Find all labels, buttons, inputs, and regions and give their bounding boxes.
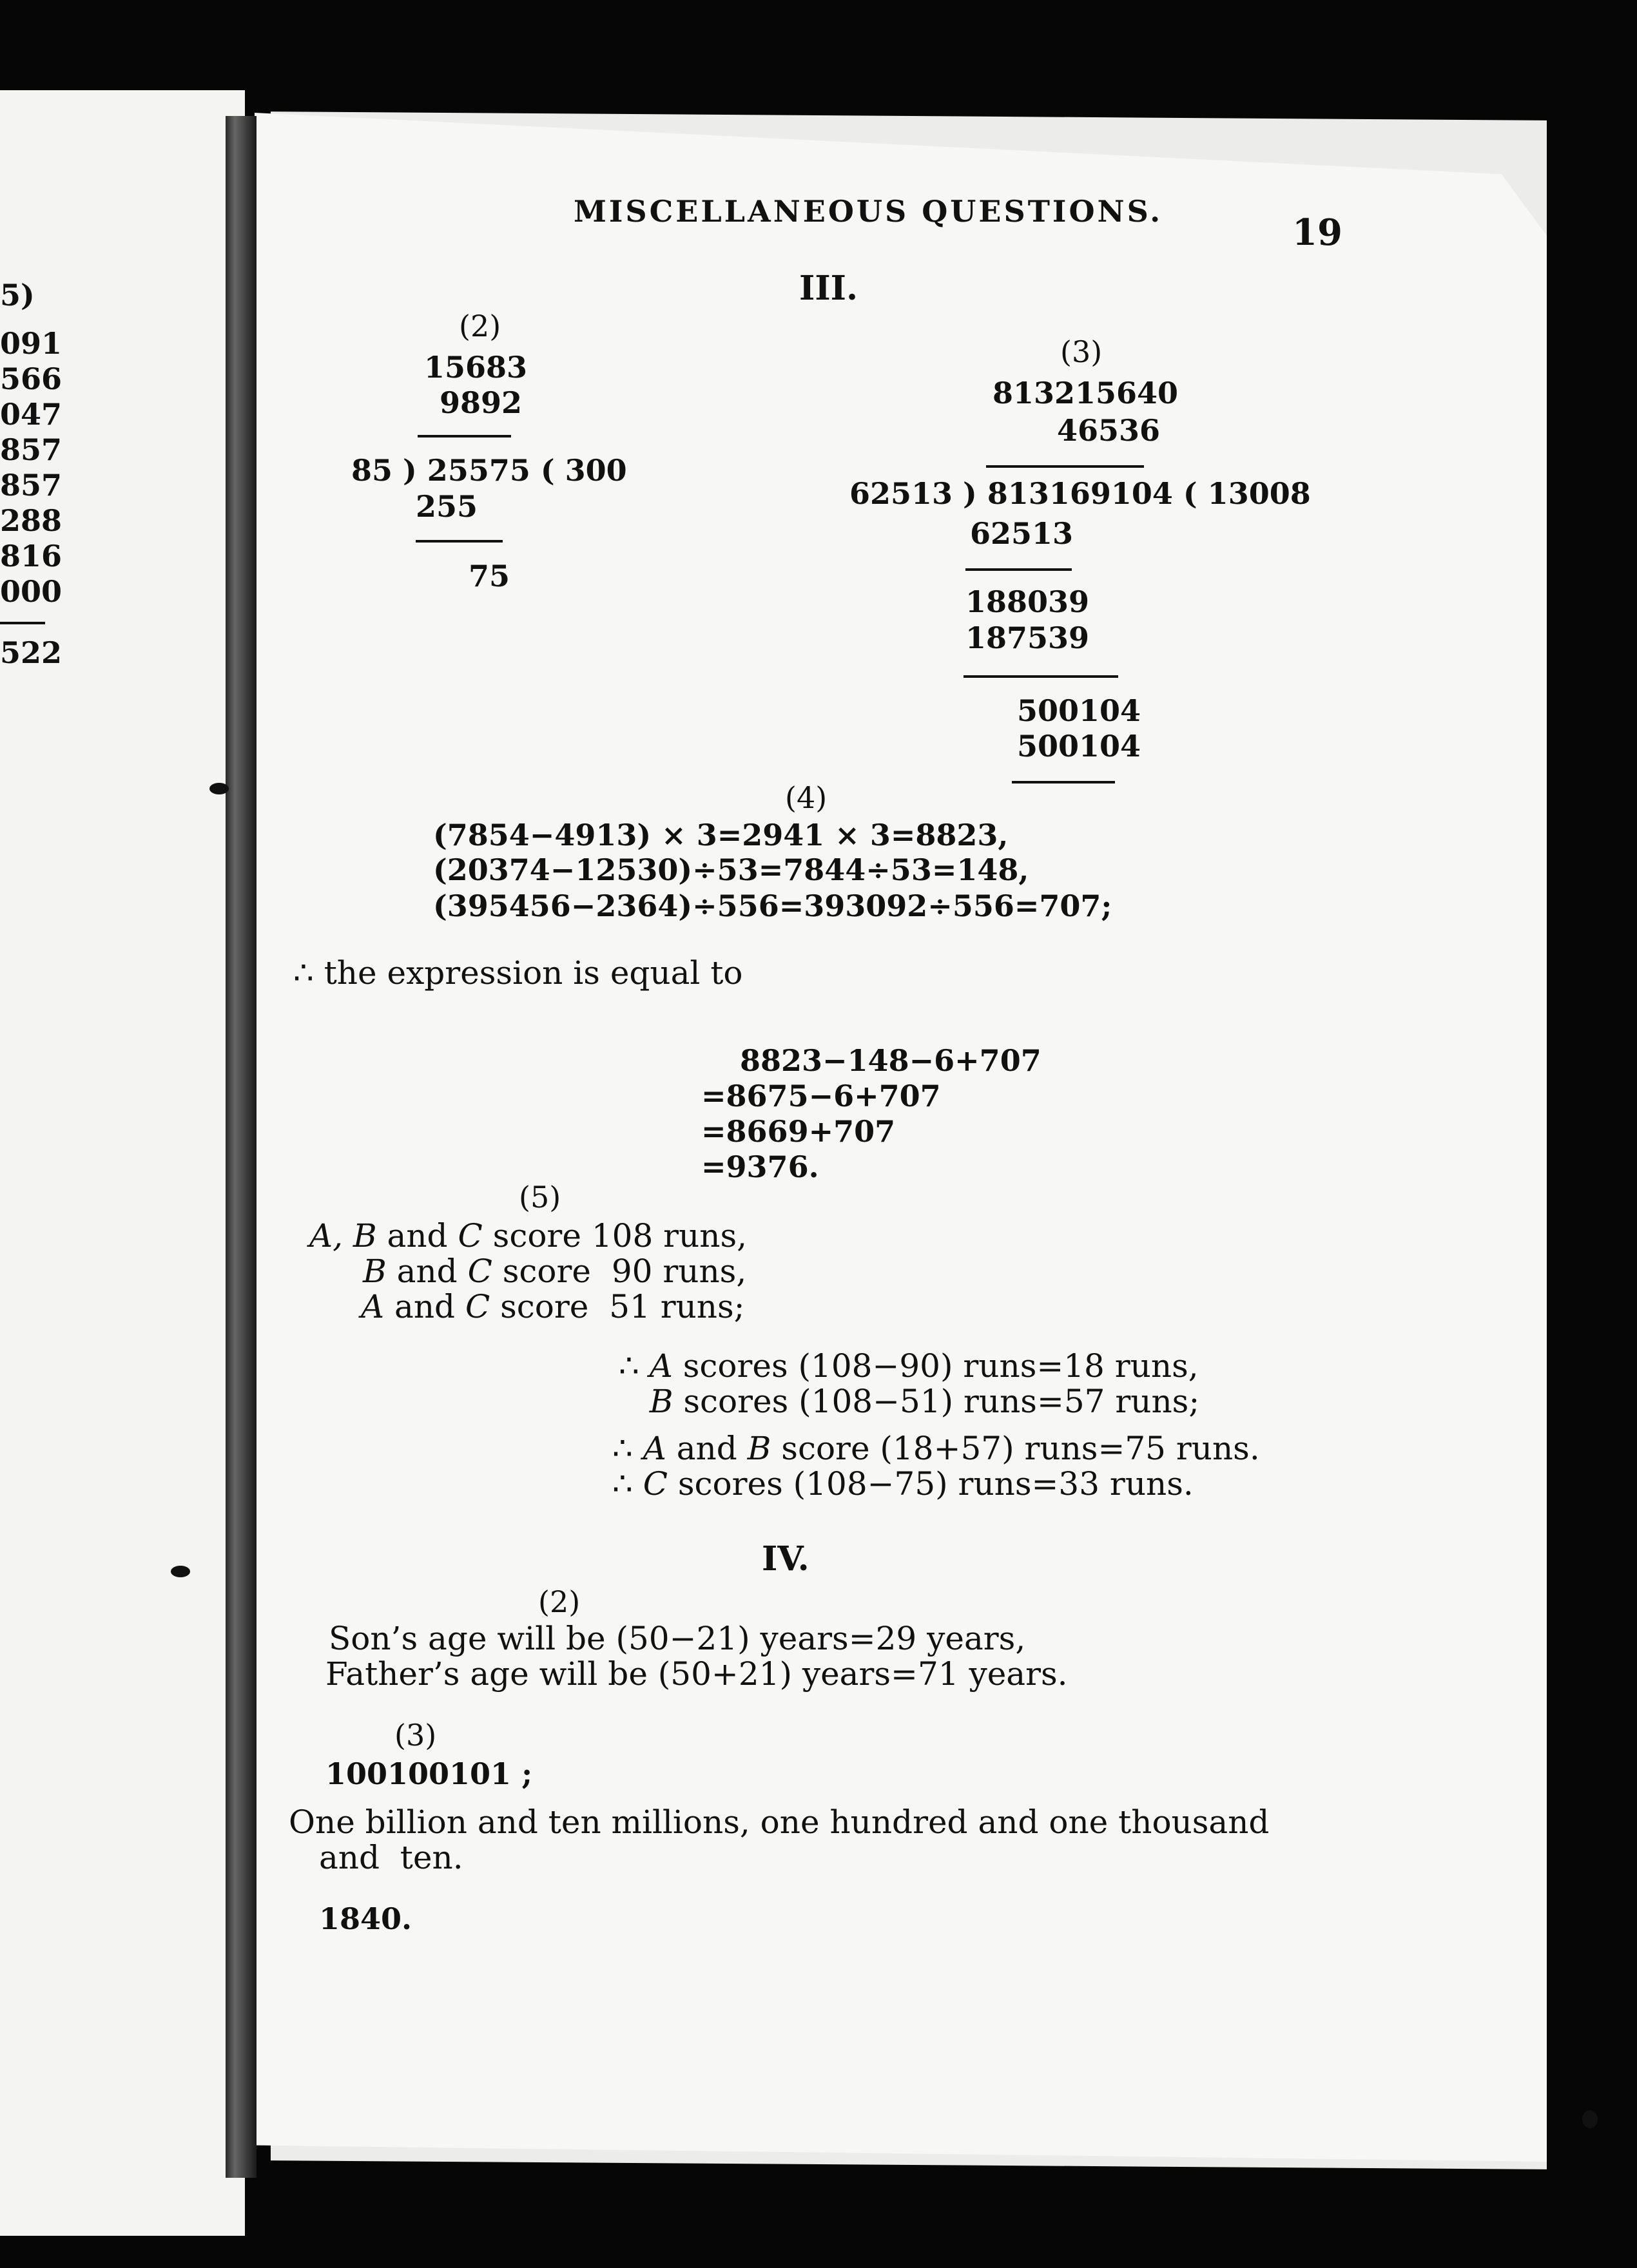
addend: 9892 [440, 385, 523, 420]
left-fragment: 000 [0, 574, 63, 609]
problem-label: (2) [538, 1584, 581, 1619]
left-fragment: 5) [0, 278, 35, 312]
section-heading-iv: IV. [762, 1539, 809, 1579]
equation-line: (395456−2364)÷556=393092÷556=707; [433, 889, 1112, 923]
division-rule [964, 675, 1118, 678]
page-number: 19 [1292, 211, 1342, 254]
left-rule [0, 622, 45, 624]
binding-spot [171, 1566, 190, 1577]
left-fragment: 566 [0, 361, 63, 396]
book-gutter [226, 116, 257, 2178]
answer-words: One billion and ten millions, one hundred and one thousand [289, 1803, 1270, 1841]
division-rule [1012, 781, 1115, 783]
conclusion-line: ∴ C scores (108−75) runs=33 runs. [612, 1465, 1194, 1503]
conclusion-line: ∴ A scores (108−90) runs=18 runs, [619, 1347, 1199, 1385]
problem-label: (3) [394, 1718, 437, 1753]
answer-line: Father’s age will be (50+21) years=71 years. [325, 1655, 1068, 1693]
result-line: =9376. [701, 1149, 819, 1184]
given-line: B and C score 90 runs, [363, 1253, 747, 1290]
running-title: MISCELLANEOUS QUESTIONS. [574, 194, 1163, 229]
result-line: =8669+707 [701, 1114, 896, 1149]
problem-label: (3) [1060, 334, 1103, 369]
partial-dividend: 500104 [1017, 693, 1141, 728]
partial-product: 187539 [965, 620, 1090, 655]
division-rule [965, 568, 1072, 571]
sum-rule [418, 435, 511, 437]
result-line: =8675−6+707 [701, 1079, 941, 1113]
left-fragment: 047 [0, 397, 63, 432]
subtrahend: 46536 [1057, 413, 1161, 448]
difference-rule [986, 465, 1144, 468]
division-line: 85 ) 25575 ( 300 [351, 453, 627, 488]
therefore-line: ∴ the expression is equal to [293, 954, 743, 992]
given-line: A, B and C score 108 runs, [309, 1217, 748, 1254]
minuend: 813215640 [993, 376, 1179, 410]
division-rule [416, 540, 503, 543]
problem-label: (2) [459, 309, 501, 343]
answer-line: Son’s age will be (50−21) years=29 years, [329, 1620, 1026, 1657]
left-fragment: 816 [0, 539, 63, 573]
left-fragment: 857 [0, 468, 63, 503]
answer-words: and ten. [319, 1839, 463, 1876]
binding-spot [209, 783, 229, 794]
result-line: 8823−148−6+707 [740, 1043, 1041, 1078]
remainder: 75 [469, 559, 510, 593]
problem-label: (4) [785, 780, 828, 815]
answer-year: 1840. [319, 1901, 412, 1936]
partial-dividend: 188039 [965, 584, 1090, 619]
section-heading-iii: III. [799, 269, 858, 308]
given-line: A and C score 51 runs; [361, 1288, 745, 1325]
partial-product: 62513 [970, 516, 1074, 551]
left-fragment: 091 [0, 326, 63, 361]
partial-product: 500104 [1017, 729, 1141, 764]
partial-product: 255 [416, 489, 478, 524]
left-fragment: 522 [0, 635, 63, 670]
division-line: 62513 ) 813169104 ( 13008 [849, 476, 1311, 511]
addend: 15683 [424, 350, 528, 385]
left-fragment: 288 [0, 503, 63, 538]
equation-line: (7854−4913) × 3=2941 × 3=8823, [433, 818, 1009, 852]
problem-label: (5) [519, 1180, 561, 1215]
conclusion-line: B scores (108−51) runs=57 runs; [649, 1383, 1200, 1420]
ink-spot [1582, 2110, 1598, 2128]
conclusion-line: ∴ A and B score (18+57) runs=75 runs. [612, 1430, 1260, 1467]
equation-line: (20374−12530)÷53=7844÷53=148, [433, 852, 1029, 887]
left-fragment: 857 [0, 432, 63, 467]
answer-number: 100100101 ; [325, 1756, 533, 1791]
